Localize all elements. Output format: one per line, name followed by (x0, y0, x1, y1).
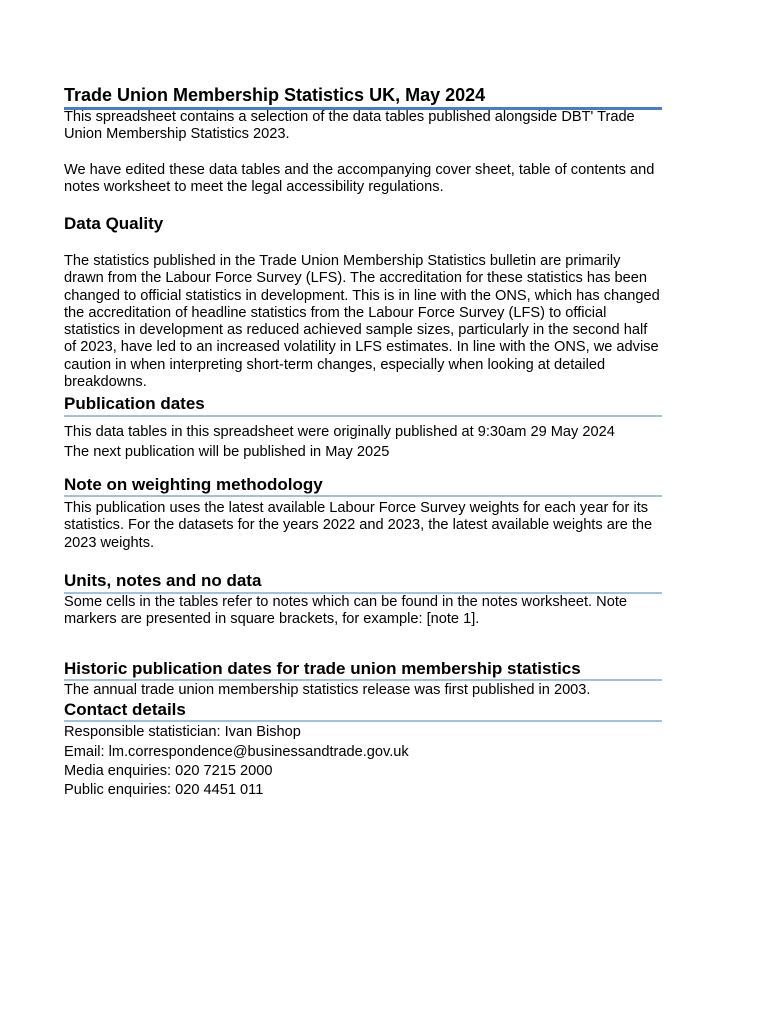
contact-heading: Contact details (64, 700, 186, 719)
publication-dates-underline (64, 415, 662, 417)
historic-heading: Historic publication dates for trade union membership statistics (64, 659, 581, 678)
page-title: Trade Union Membership Statistics UK, May 2024 (64, 85, 486, 105)
weighting-heading: Note on weighting methodology (64, 475, 323, 494)
contact-underline (64, 720, 662, 722)
publication-dates-line-2: The next publication will be published in May 2025 (64, 444, 390, 460)
weighting-paragraph: This publication uses the latest available Labour Force Survey weights for each year for its statistics. For the datasets for the years 2022 and 2023, the latest available weights are the 2023 weights. (64, 500, 653, 551)
contact-email[interactable]: Email: lm.correspondence@businessandtrade.gov.uk (64, 744, 409, 760)
publication-dates-heading: Publication dates (64, 394, 205, 413)
intro-paragraph-1: This spreadsheet contains a selection of the data tables published alongside DBT' Trade Union Membership Statistics 2023. (64, 109, 635, 143)
intro-paragraph-2: We have edited these data tables and the accompanying cover sheet, table of contents and notes worksheet to meet the legal accessibility regulations. (64, 162, 655, 196)
contact-media-enquiries: Media enquiries: 020 7215 2000 (64, 763, 273, 779)
publication-dates-line-1: This data tables in this spreadsheet were originally published at 9:30am 29 May 2024 (64, 424, 615, 440)
units-heading: Units, notes and no data (64, 571, 262, 590)
contact-public-enquiries: Public enquiries: 020 4451 011 (64, 782, 264, 798)
data-quality-paragraph: The statistics published in the Trade Union Membership Statistics bulletin are primarily drawn from the Labour Force Survey (LFS). The accreditation for these statistics has been changed to official statistics in development. This is in line with the ONS, which has changed the accreditation of headline statistics from the Labour Force Survey (LFS) to official statistics in development as reduced achieved sample sizes, particularly in the second half of 2023, have led to an increased volatility in LFS estimates. In line with the ONS, we advise caution in when interpreting short-term changes, especially when looking at detailed breakdowns. (64, 253, 660, 391)
contact-statistician: Responsible statistician: Ivan Bishop (64, 724, 301, 740)
data-quality-heading: Data Quality (64, 214, 164, 233)
weighting-underline (64, 495, 662, 497)
units-paragraph: Some cells in the tables refer to notes which can be found in the notes worksheet. Note markers are presented in square brackets, for example: [note 1]. (64, 594, 627, 628)
historic-paragraph: The annual trade union membership statistics release was first published in 2003. (64, 682, 591, 698)
